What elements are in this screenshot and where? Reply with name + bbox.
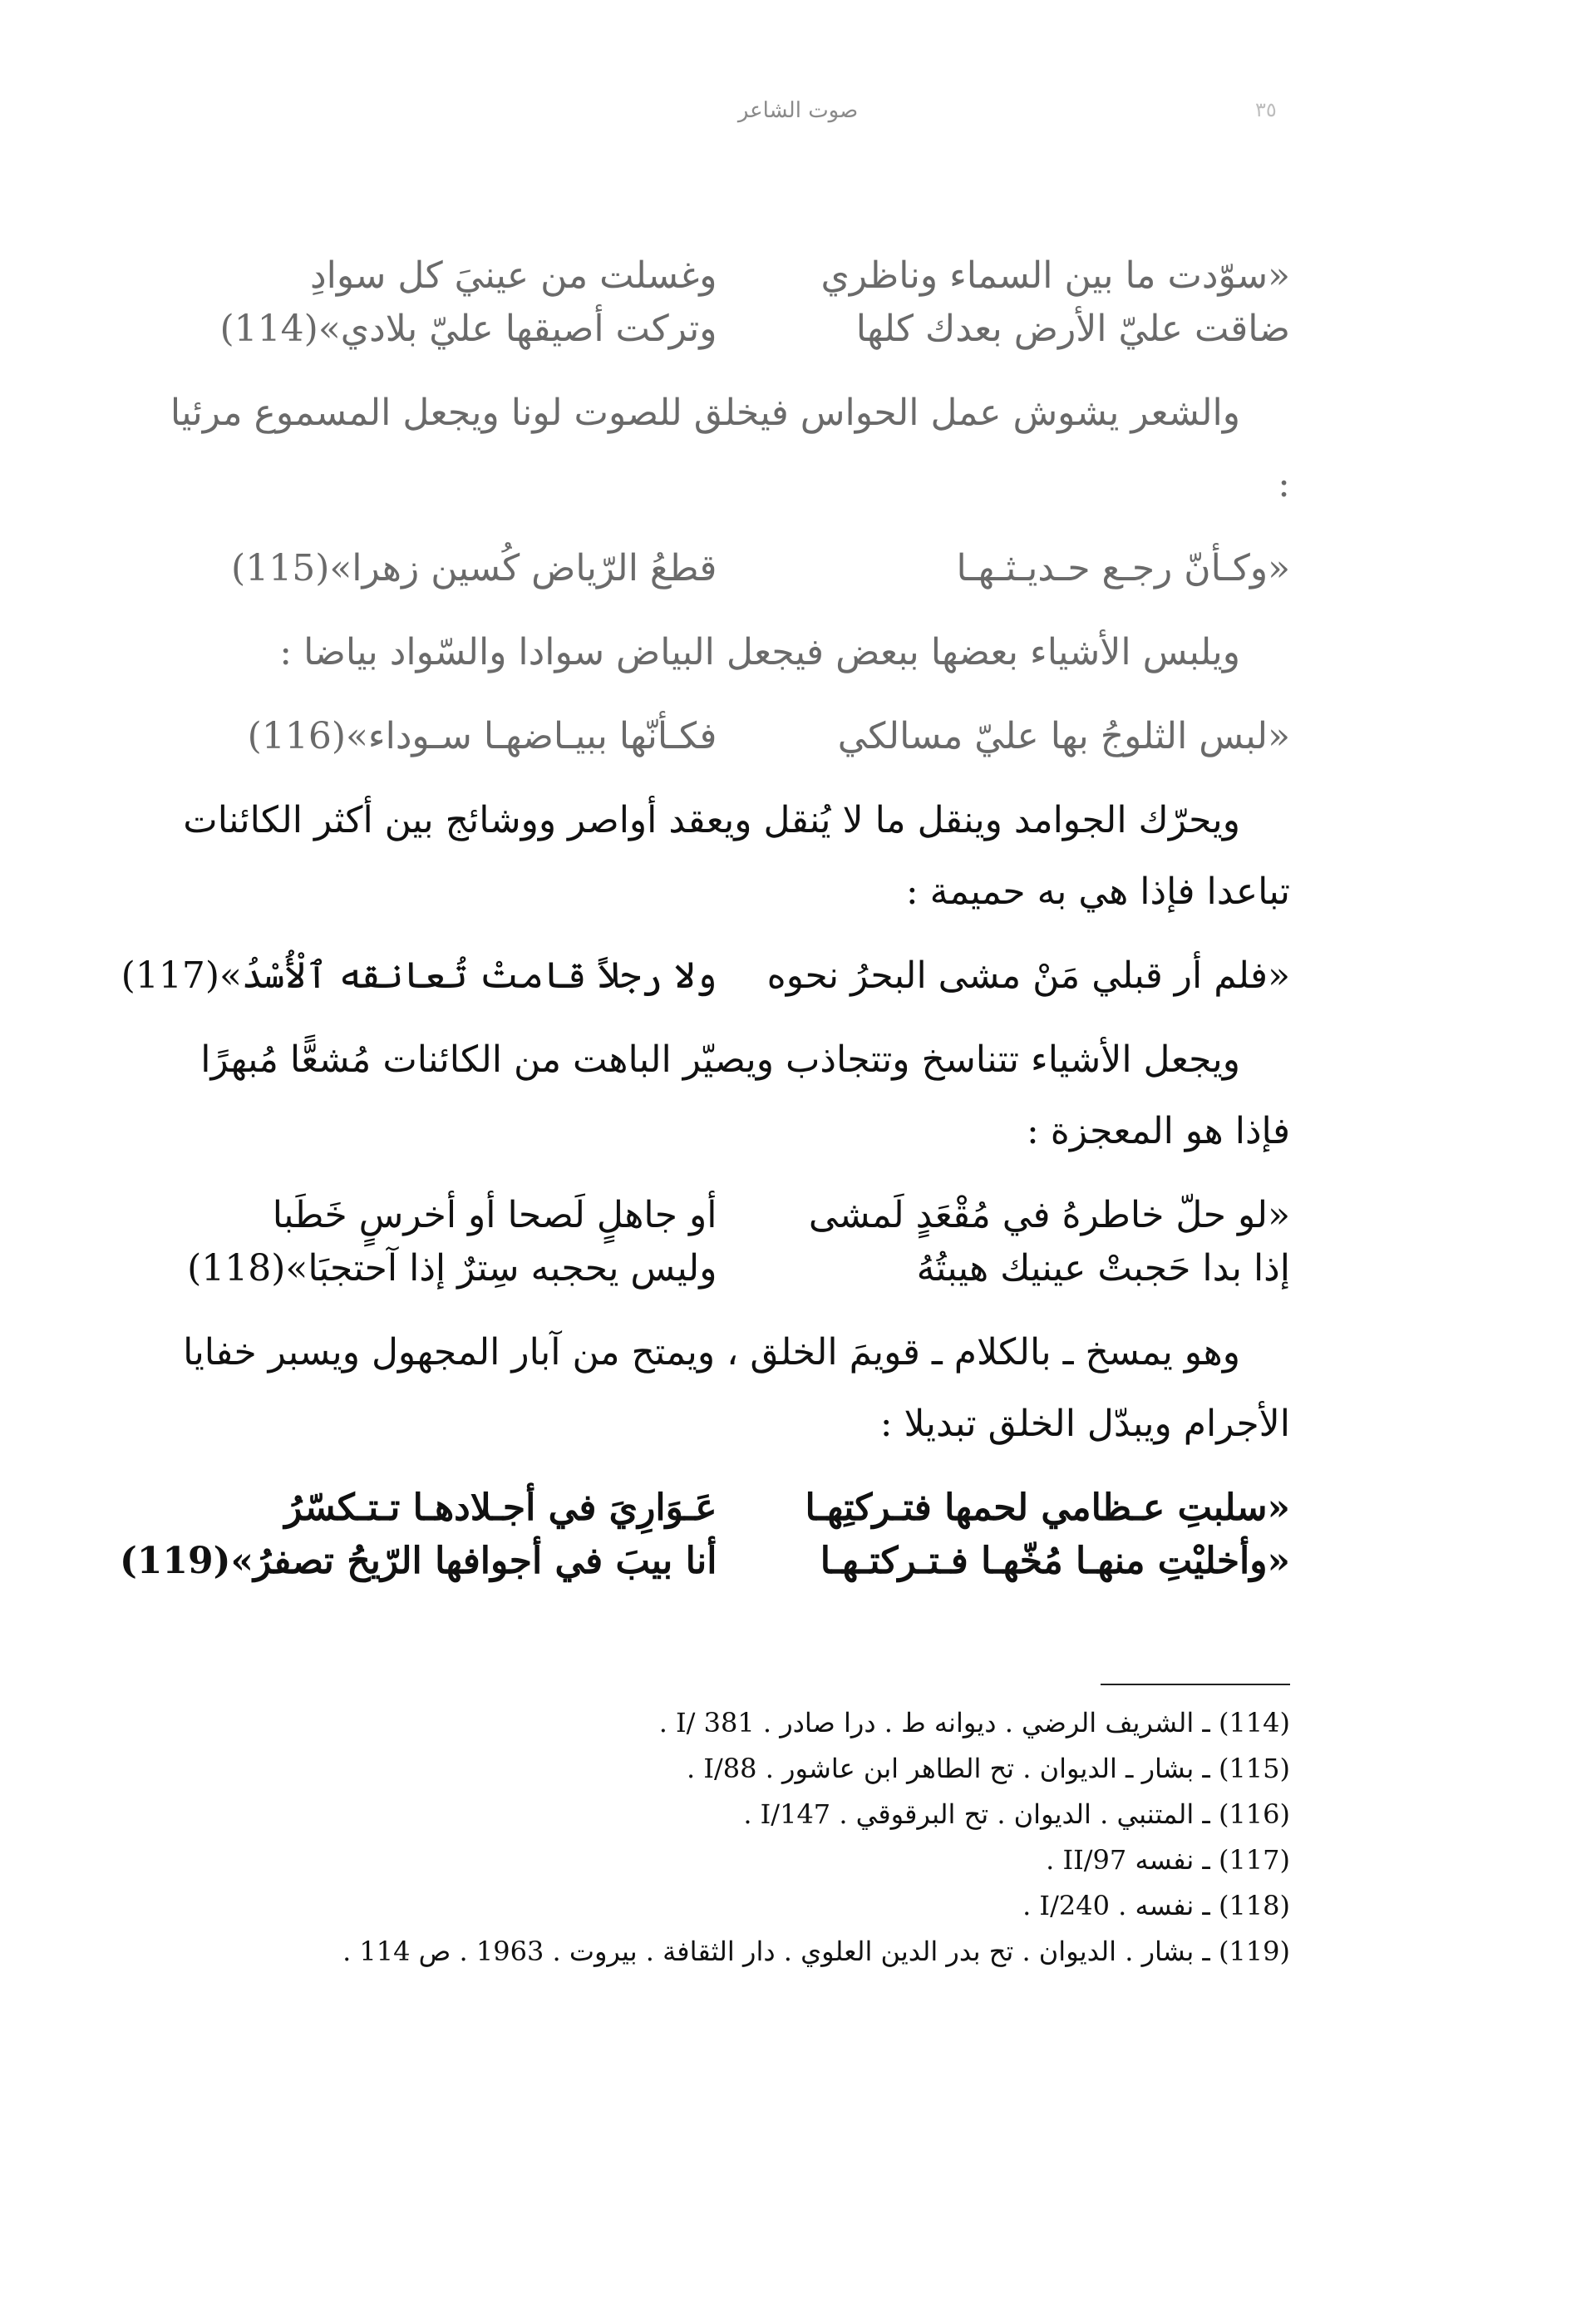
first-hemistich: «لو حلّ خاطرهُ في مُقْعَدٍ لَمشى xyxy=(808,1194,1290,1236)
first-hemistich: «فلم أر قبلي مَنْ مشى البحرُ نحوه xyxy=(766,954,1290,997)
footnote: (116) ـ المتنبي . الديوان . تح البرقوقي . 147/I . xyxy=(743,1798,1290,1830)
paragraph xyxy=(166,1024,1290,1167)
poem-verse xyxy=(166,1189,1290,1295)
footnote: (115) ـ بشار ـ الديوان . تح الطاهر ابن عاشور . 88/I . xyxy=(687,1753,1290,1784)
page-number: ٣٥ xyxy=(1255,98,1277,121)
verse-line xyxy=(166,710,1290,763)
second-hemistich: فكـأنّها ببيـاضهـا سـوداء»(116) xyxy=(247,715,717,757)
verse-line xyxy=(166,303,1290,356)
verse-line xyxy=(166,1482,1290,1535)
first-hemistich: «سلبتِ عـظامي لحمها فتـركتِهـا xyxy=(805,1487,1290,1529)
paragraph xyxy=(166,617,1290,688)
first-hemistich: «سوّدت ما بين السماء وناظري xyxy=(820,254,1290,297)
second-hemistich: وغسلت من عينيَ كل سوادِ xyxy=(310,254,717,297)
paragraph-text: وهو يمسخ ـ بالكلام ـ قويمَ الخلق ، ويمتح من آبار المجهول ويسبر خفايا الأجرام ويبدّل الخلق تبديلا : xyxy=(183,1331,1290,1445)
paragraph xyxy=(166,785,1290,928)
verse-line xyxy=(119,1535,1290,1588)
first-hemistich: «وكـأنّ رجـع حـديـثـهـا xyxy=(956,547,1290,589)
footnote: (119) ـ بشار . الديوان . تح بدر الدين العلوي . دار الثقافة . بيروت . 1963 . ص 114 . xyxy=(342,1936,1290,1967)
verse-line xyxy=(166,1242,1290,1295)
second-hemistich: أنا بيبَ في أجوافها الرّيحُ تصفرُ»(119) xyxy=(119,1540,717,1582)
footnotes xyxy=(166,1700,1290,1975)
paragraph xyxy=(166,377,1290,520)
poem-verse xyxy=(166,249,1290,356)
paragraph-text: ويلبس الأشياء بعضها ببعض فيجعل البياض سوادا والسّواد بياضا : xyxy=(279,631,1240,673)
first-hemistich: «لبس الثلوجُ بها عليّ مسالكي xyxy=(837,715,1290,757)
second-hemistich: قطعُ الرّياض كُسين زهرا»(115) xyxy=(231,547,717,589)
second-hemistich: ولا رجلاً قامتْ تُعانقه ٱلْأُسْدُ»(117) xyxy=(121,954,717,997)
paragraph-text: والشعر يشوش عمل الحواس فيخلق للصوت لونا ويجعل المسموع مرئيا : xyxy=(170,392,1290,506)
second-hemistich: أو جاهلٍ لَصحا أو أخرسٍ خَطَبا xyxy=(272,1194,717,1236)
verse-line xyxy=(166,542,1290,595)
footnote: (118) ـ نفسه . 240/I . xyxy=(1022,1890,1290,1921)
second-hemistich: وتركت أصيقها عليّ بلادي»(114) xyxy=(219,308,717,350)
verse-line xyxy=(166,249,1290,303)
footnote-separator xyxy=(1101,1684,1290,1685)
paragraph xyxy=(166,1317,1290,1460)
second-hemistich: عَـوَارِيَ في أجـلادهـا تـتـكسّرُ xyxy=(284,1487,717,1529)
second-hemistich: وليس يحجبه سِترٌ إذا آحتجبَا»(118) xyxy=(187,1247,717,1290)
poem-verse xyxy=(119,1482,1290,1588)
verse-line xyxy=(166,1189,1290,1242)
first-hemistich: «وأخليْتِ منهـا مُخّهـا فـتـركتـهـا xyxy=(820,1540,1290,1582)
footnote: (117) ـ نفسه 97/II . xyxy=(1046,1844,1290,1876)
poem-verse xyxy=(166,542,1290,595)
verse-line xyxy=(121,949,1290,1003)
poem-verse xyxy=(166,710,1290,763)
poem-verse xyxy=(121,949,1290,1003)
page-body xyxy=(119,249,1290,1610)
paragraph-text: ويجعل الأشياء تتناسخ وتتجاذب ويصيّر الباهت من الكائنات مُشعًّا مُبهرًا فإذا هو المعجزة : xyxy=(200,1038,1290,1152)
first-hemistich: ضاقت عليّ الأرض بعدك كلها xyxy=(855,308,1290,350)
first-hemistich: إذا بدا حَجبتْ عينيك هيبتُهُ xyxy=(916,1247,1290,1290)
paragraph-text: ويحرّك الجوامد وينقل ما لا يُنقل ويعقد أواصر ووشائج بين أكثر الكائنات تباعدا فإذا هي به حميمة : xyxy=(183,799,1290,913)
running-header: صوت الشاعر xyxy=(737,98,859,123)
footnote: (114) ـ الشريف الرضي . ديوانه ط . درا صادر . I/ 381 . xyxy=(658,1707,1290,1738)
